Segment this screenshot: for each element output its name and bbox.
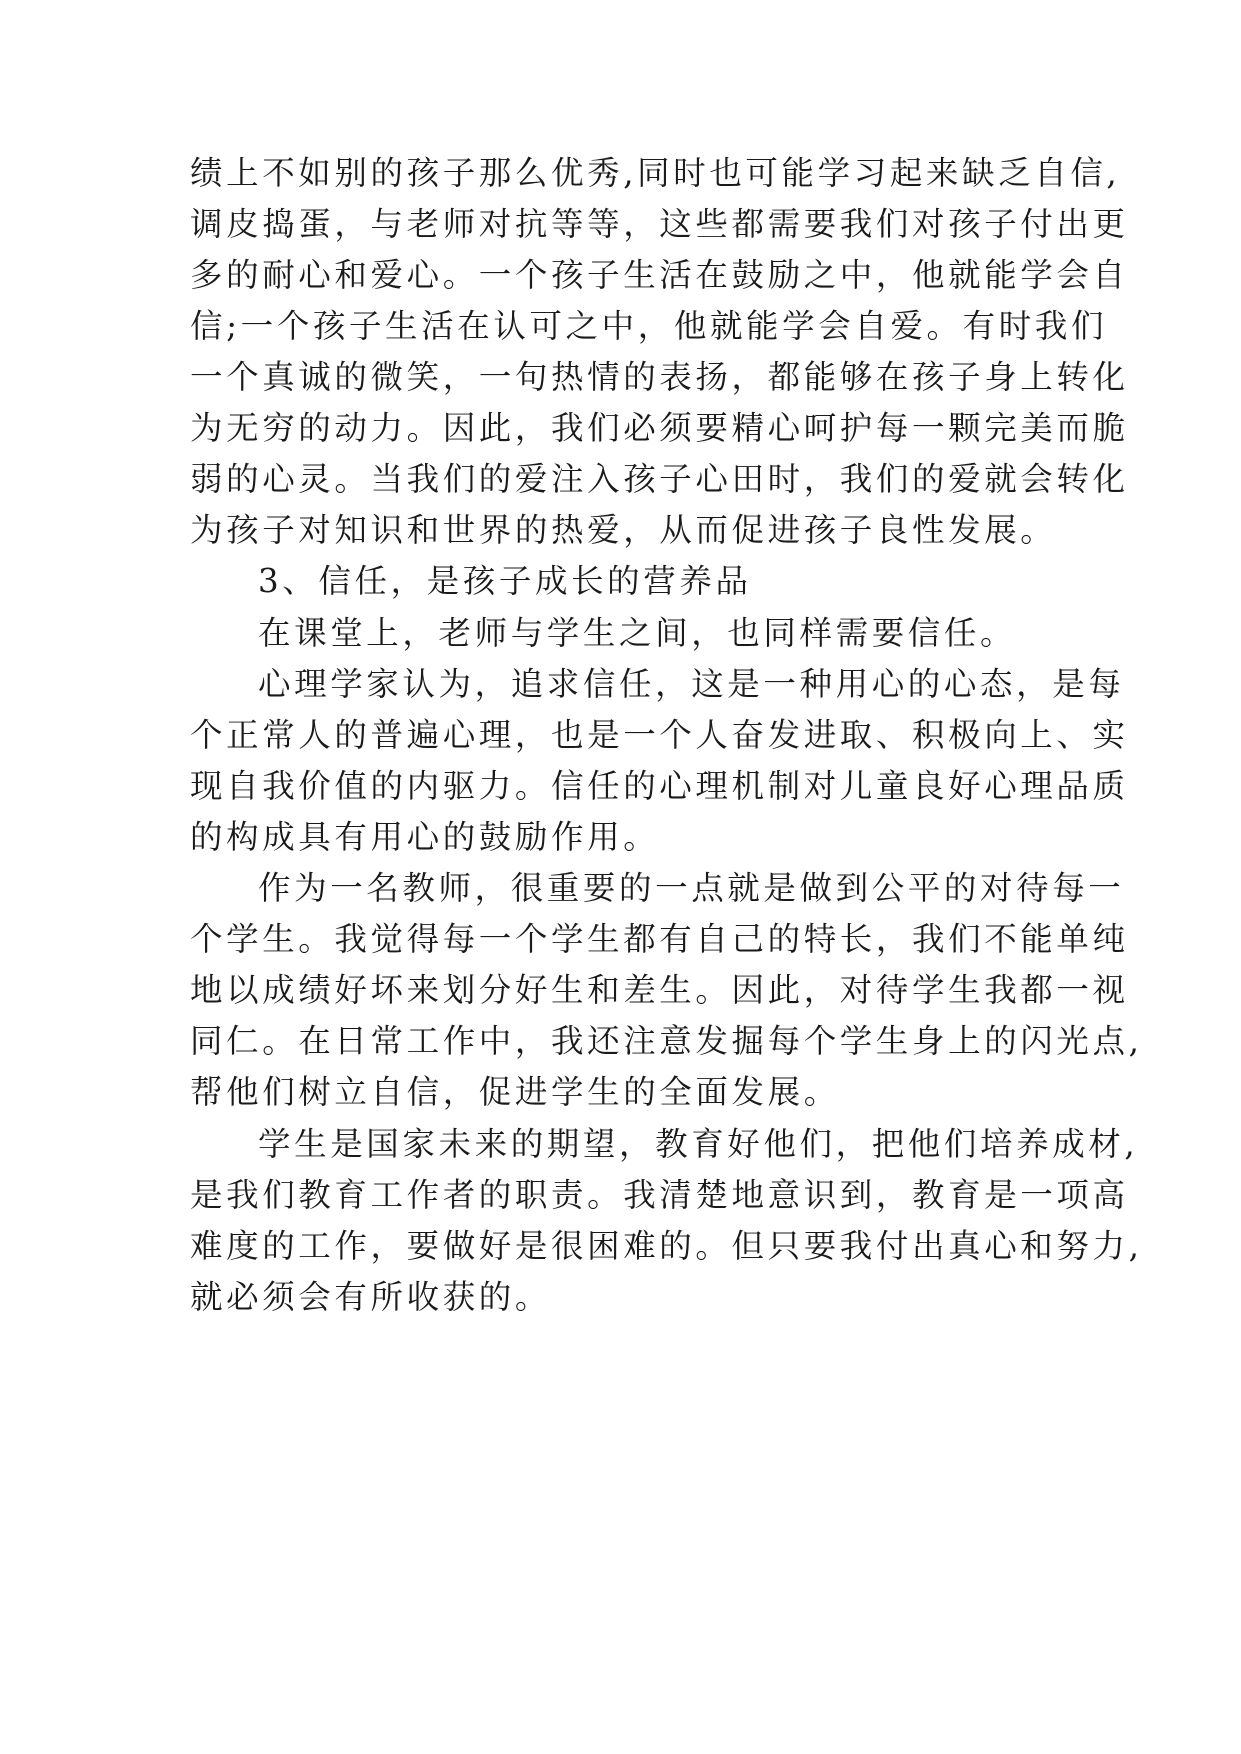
text-line: 地以成绩好坏来划分好生和差生。因此，对待学生我都一视: [190, 971, 1129, 1009]
text-line: 调皮捣蛋，与老师对抗等等，这些都需要我们对孩子付出更: [190, 205, 1129, 243]
text-line: 作为一名教师，很重要的一点就是做到公平的对待每一: [258, 869, 1125, 907]
text-line: 一个真诚的微笑，一句热情的表扬，都能够在孩子身上转化: [190, 358, 1129, 396]
text-line: 是我们教育工作者的职责。我清楚地意识到，教育是一项高: [190, 1176, 1129, 1214]
text-line: 个正常人的普遍心理，也是一个人奋发进取、积极向上、实: [190, 716, 1129, 754]
text-line: 个学生。我觉得每一个学生都有自己的特长，我们不能单纯: [190, 920, 1129, 958]
section-heading: 3、信任，是孩子成长的营养品: [258, 562, 752, 600]
text-line: 难度的工作，要做好是很困难的。但只要我付出真心和努力,: [190, 1227, 1143, 1265]
text-line: 弱的心灵。当我们的爱注入孩子心田时，我们的爱就会转化: [190, 460, 1129, 498]
text-line: 为无穷的动力。因此，我们必须要精心呵护每一颗完美而脆: [190, 409, 1129, 447]
text-line: 为孩子对知识和世界的热爱，从而促进孩子良性发展。: [190, 511, 1057, 549]
text-line: 绩上不如别的孩子那么优秀,同时也可能学习起来缺乏自信,: [190, 154, 1121, 192]
text-line: 信;一个孩子生活在认可之中，他就能学会自爱。有时我们: [190, 307, 1108, 345]
text-line: 心理学家认为，追求信任，这是一种用心的心态，是每: [258, 665, 1125, 703]
text-line: 学生是国家未来的期望，教育好他们，把他们培养成材,: [258, 1125, 1139, 1163]
text-line: 的构成具有用心的鼓励作用。: [190, 818, 660, 856]
text-line: 现自我价值的内驱力。信任的心理机制对儿童良好心理品质: [190, 767, 1129, 805]
text-line: 帮他们树立自信，促进学生的全面发展。: [190, 1073, 840, 1111]
text-line: 就必须会有所收获的。: [190, 1278, 552, 1316]
text-line: 多的耐心和爱心。一个孩子生活在鼓励之中，他就能学会自: [190, 256, 1129, 294]
text-line: 同仁。在日常工作中，我还注意发掘每个学生身上的闪光点,: [190, 1022, 1143, 1060]
text-line: 在课堂上，老师与学生之间，也同样需要信任。: [258, 614, 1017, 652]
